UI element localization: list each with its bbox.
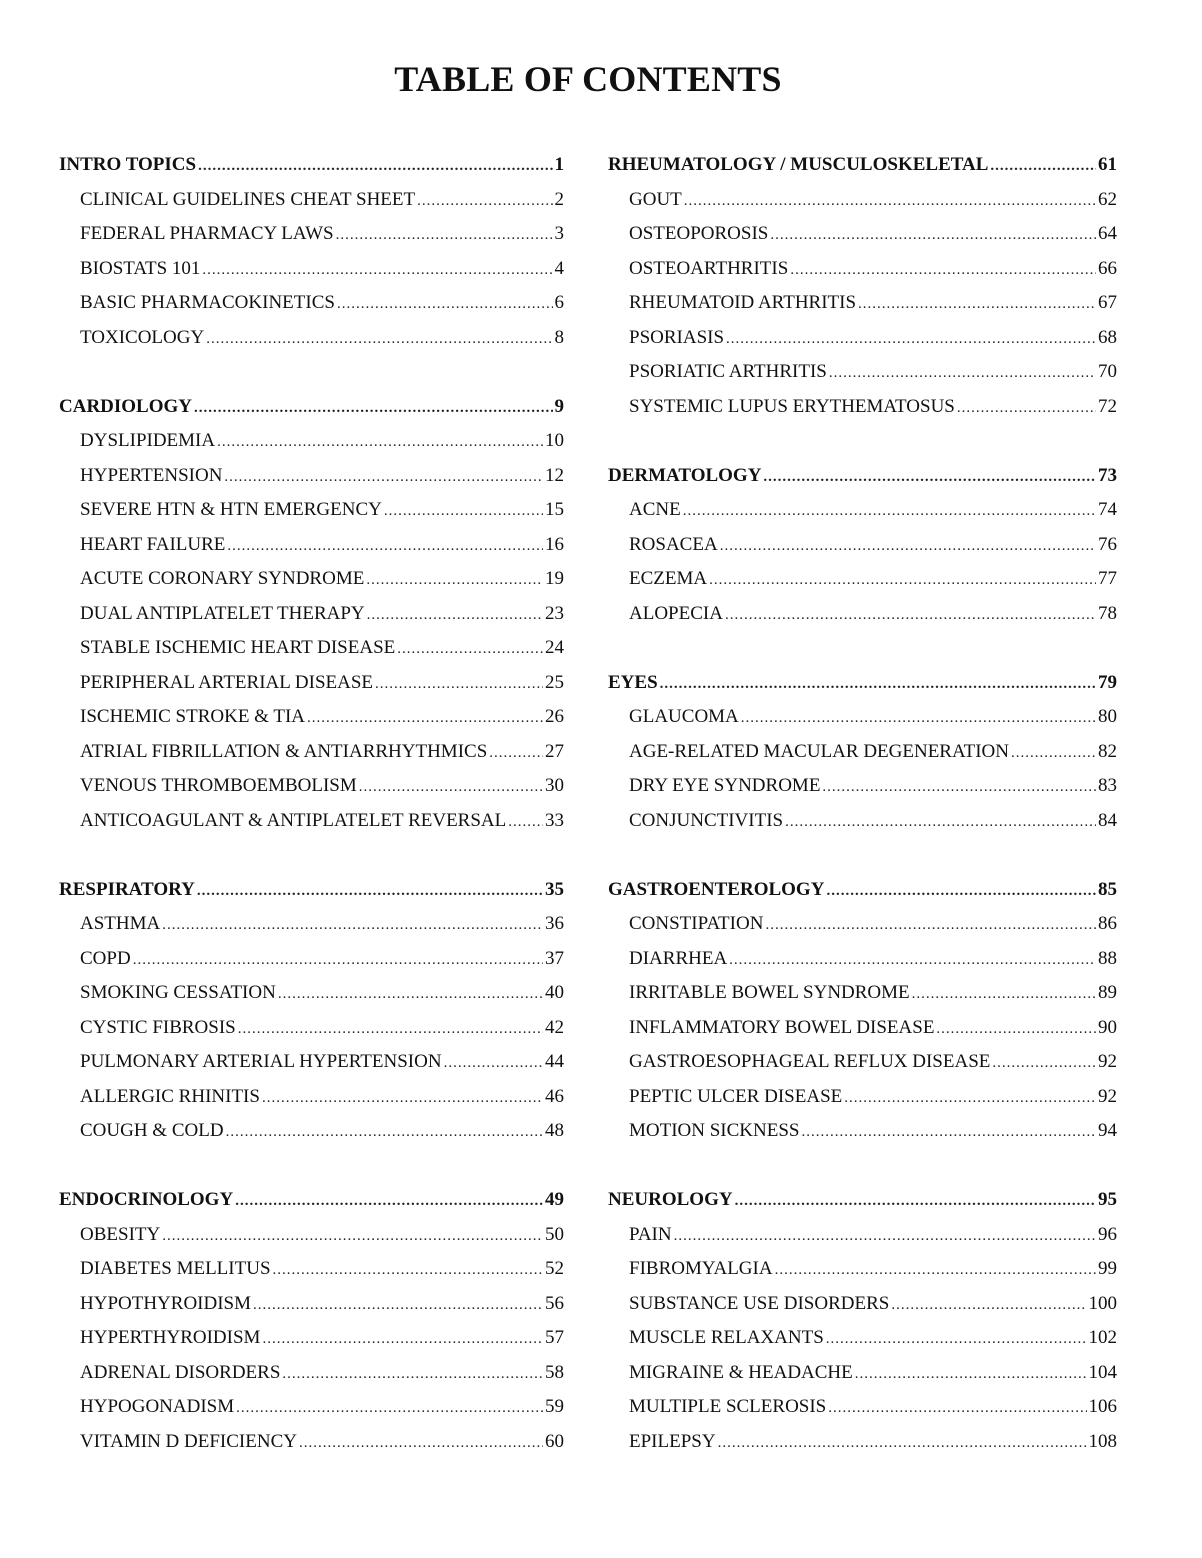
toc-entry-label: DIABETES MELLITUS <box>80 1258 271 1279</box>
toc-entry-label: PEPTIC ULCER DISEASE <box>629 1085 843 1107</box>
toc-entry[interactable] <box>608 1252 1117 1287</box>
toc-page-number: 37 <box>545 947 564 969</box>
toc-entry[interactable] <box>59 976 564 1011</box>
toc-entry[interactable] <box>59 700 564 735</box>
dot-leader <box>444 1046 543 1081</box>
toc-heading-label: RESPIRATORY <box>59 878 195 900</box>
toc-entry-label: DRY EYE SYNDROME <box>629 775 821 796</box>
dot-leader <box>790 253 1096 288</box>
toc-heading-label: GASTROENTEROLOGY <box>608 878 825 900</box>
toc-page-number: 104 <box>1088 1361 1117 1383</box>
toc-page-number: 78 <box>1098 602 1117 624</box>
toc-entry-label: GLAUCOMA <box>629 706 739 727</box>
toc-page-number: 1 <box>554 154 564 175</box>
toc-entry-label: INFLAMMATORY BOWEL DISEASE <box>629 1016 935 1038</box>
toc-entry-label: ISCHEMIC STROKE & TIA <box>80 706 306 727</box>
dot-leader <box>802 1115 1097 1150</box>
toc-page-number: 6 <box>554 292 564 313</box>
toc-entry-label: RHEUMATOID ARTHRITIS <box>629 292 857 313</box>
toc-page-number: 67 <box>1098 292 1117 313</box>
dot-leader <box>384 494 543 529</box>
toc-entry[interactable] <box>59 1287 564 1322</box>
toc-entry-label: HYPERTHYROIDISM <box>80 1327 261 1348</box>
toc-section <box>608 873 1117 1149</box>
toc-page-number: 86 <box>1098 913 1117 934</box>
dot-leader <box>417 184 552 219</box>
toc-entry[interactable] <box>59 769 564 804</box>
toc-page-number: 76 <box>1098 533 1117 555</box>
toc-page-number: 49 <box>545 1189 564 1210</box>
toc-entry-label: ATRIAL FIBRILLATION & ANTIARRHYTHMICS <box>80 740 488 762</box>
dot-leader <box>217 425 543 460</box>
toc-page-number: 58 <box>545 1361 564 1383</box>
toc-entry[interactable] <box>59 907 564 942</box>
dot-leader <box>197 874 543 909</box>
toc-entry-label: COUGH & COLD <box>80 1120 224 1141</box>
toc-entry-label: SUBSTANCE USE DISORDERS <box>629 1292 890 1314</box>
toc-entry[interactable] <box>608 1321 1117 1356</box>
dot-leader <box>775 1253 1096 1288</box>
dot-leader <box>718 1426 1087 1461</box>
toc-section-heading[interactable] <box>59 148 564 183</box>
toc-entry-label: ALOPECIA <box>629 602 723 624</box>
toc-entry-label: ACNE <box>629 499 681 520</box>
toc-entry-label: HEART FAILURE <box>80 533 226 555</box>
toc-entry[interactable] <box>59 1390 564 1425</box>
toc-page-number: 8 <box>554 326 564 348</box>
toc-entry[interactable] <box>608 183 1117 218</box>
toc-entry[interactable] <box>608 1011 1117 1046</box>
toc-page-number: 77 <box>1098 568 1117 589</box>
toc-entry-label: FEDERAL PHARMACY LAWS <box>80 223 334 244</box>
toc-entry[interactable] <box>608 804 1117 839</box>
toc-entry-label: SEVERE HTN & HTN EMERGENCY <box>80 499 382 520</box>
dot-leader <box>765 908 1096 943</box>
dot-leader <box>936 1012 1096 1047</box>
toc-section-heading[interactable] <box>608 666 1117 701</box>
toc-page-number: 100 <box>1088 1292 1117 1314</box>
toc-entry-label: PULMONARY ARTERIAL HYPERTENSION <box>80 1051 442 1072</box>
toc-section <box>59 873 564 1149</box>
dot-leader <box>1011 736 1096 771</box>
toc-entry[interactable] <box>59 183 564 218</box>
toc-page-number: 68 <box>1098 326 1117 348</box>
toc-entry[interactable] <box>59 286 564 321</box>
toc-section-heading[interactable] <box>608 873 1117 908</box>
toc-entry[interactable] <box>608 735 1117 770</box>
dot-leader <box>194 391 552 426</box>
toc-entry-label: MUSCLE RELAXANTS <box>629 1327 824 1348</box>
toc-page-number: 19 <box>545 568 564 589</box>
dot-leader <box>990 149 1096 184</box>
toc-page-number: 73 <box>1098 464 1117 486</box>
toc-page-number: 52 <box>545 1258 564 1279</box>
toc-entry[interactable] <box>608 907 1117 942</box>
toc-entry-label: GASTROESOPHAGEAL REFLUX DISEASE <box>629 1051 991 1072</box>
toc-entry-label: VENOUS THROMBOEMBOLISM <box>80 775 357 796</box>
dot-leader <box>829 356 1096 391</box>
dot-leader <box>133 943 543 978</box>
toc-page-number: 50 <box>545 1223 564 1245</box>
toc-entry[interactable] <box>59 424 564 459</box>
dot-leader <box>844 1081 1096 1116</box>
toc-entry[interactable] <box>608 1287 1117 1322</box>
toc-section-heading[interactable] <box>608 459 1117 494</box>
toc-entry-label: COPD <box>80 947 131 969</box>
dot-leader <box>226 1115 543 1150</box>
toc-page-number: 88 <box>1098 947 1117 969</box>
toc-entry-label: SYSTEMIC LUPUS ERYTHEMATOSUS <box>629 395 955 417</box>
toc-entry[interactable] <box>608 355 1117 390</box>
dot-leader <box>826 874 1096 909</box>
toc-page-number: 64 <box>1098 223 1117 244</box>
toc-entry-label: OSTEOPOROSIS <box>629 223 769 244</box>
toc-page-number: 40 <box>545 982 564 1003</box>
toc-page-number: 15 <box>545 499 564 520</box>
page-title: TABLE OF CONTENTS <box>394 59 782 99</box>
toc-entry[interactable] <box>59 1425 564 1460</box>
toc-section-heading[interactable] <box>608 148 1117 183</box>
toc-page-number: 42 <box>545 1016 564 1038</box>
dot-leader <box>828 1391 1086 1426</box>
toc-entry[interactable] <box>608 976 1117 1011</box>
toc-entry[interactable] <box>59 459 564 494</box>
dot-leader <box>273 1253 543 1288</box>
dot-leader <box>367 598 543 633</box>
toc-entry-label: OBESITY <box>80 1223 161 1245</box>
toc-entry-label: CLINICAL GUIDELINES CHEAT SHEET <box>80 188 416 210</box>
dot-leader <box>278 977 543 1012</box>
dot-leader <box>299 1426 543 1461</box>
toc-entry-label: MOTION SICKNESS <box>629 1120 800 1141</box>
dot-leader <box>162 1219 543 1254</box>
toc-entry-label: ROSACEA <box>629 533 718 555</box>
toc-entry[interactable] <box>608 252 1117 287</box>
dot-leader <box>508 805 543 840</box>
toc-page-number: 108 <box>1088 1430 1117 1452</box>
toc-entry[interactable] <box>608 286 1117 321</box>
toc-entry-label: PSORIATIC ARTHRITIS <box>629 361 827 382</box>
toc-page-number: 4 <box>554 257 564 279</box>
toc-entry-label: CONJUNCTIVITIS <box>629 809 784 831</box>
toc-section <box>59 1183 564 1459</box>
toc-page-number: 92 <box>1098 1051 1117 1072</box>
toc-entry[interactable] <box>59 493 564 528</box>
toc-entry[interactable] <box>608 1114 1117 1149</box>
toc-entry-label: ASTHMA <box>80 913 161 934</box>
toc-entry[interactable] <box>59 1321 564 1356</box>
toc-entry[interactable] <box>608 1080 1117 1115</box>
dot-leader <box>912 977 1096 1012</box>
toc-entry-label: STABLE ISCHEMIC HEART DISEASE <box>80 637 396 658</box>
dot-leader <box>337 287 553 322</box>
toc-left-column <box>59 148 564 1494</box>
toc-heading-label: NEUROLOGY <box>608 1189 733 1210</box>
toc-page-number: 106 <box>1088 1396 1117 1417</box>
toc-page-number: 94 <box>1098 1120 1117 1141</box>
toc-page-number: 36 <box>545 913 564 934</box>
toc-page-number: 46 <box>545 1085 564 1107</box>
toc-entry[interactable] <box>59 1045 564 1080</box>
dot-leader <box>162 908 543 943</box>
toc-entry-label: CONSTIPATION <box>629 913 764 934</box>
toc-entry[interactable] <box>608 528 1117 563</box>
toc-entry-label: GOUT <box>629 188 682 210</box>
toc-page-number: 2 <box>554 188 564 210</box>
toc-right-column <box>608 148 1117 1494</box>
toc-entry[interactable] <box>59 1080 564 1115</box>
toc-entry-label: DUAL ANTIPLATELET THERAPY <box>80 602 365 624</box>
toc-page-number: 59 <box>545 1396 564 1417</box>
toc-entry-label: DYSLIPIDEMIA <box>80 430 216 451</box>
dot-leader <box>198 149 552 184</box>
toc-entry[interactable] <box>59 735 564 770</box>
dot-leader <box>202 253 552 288</box>
toc-section-heading[interactable] <box>608 1183 1117 1218</box>
toc-entry-label: IRRITABLE BOWEL SYNDROME <box>629 982 910 1003</box>
toc-entry[interactable] <box>608 390 1117 425</box>
toc-page-number: 80 <box>1098 706 1117 727</box>
toc-heading-label: CARDIOLOGY <box>59 395 193 417</box>
toc-entry[interactable] <box>608 597 1117 632</box>
toc-heading-label: ENDOCRINOLOGY <box>59 1189 234 1210</box>
toc-entry-label: ANTICOAGULANT & ANTIPLATELET REVERSAL <box>80 809 507 831</box>
dot-leader <box>741 701 1096 736</box>
toc-entry-label: ACUTE CORONARY SYNDROME <box>80 568 365 589</box>
toc-entry-label: OSTEOARTHRITIS <box>629 257 789 279</box>
toc-entry-label: PERIPHERAL ARTERIAL DISEASE <box>80 671 374 693</box>
toc-entry[interactable] <box>608 1425 1117 1460</box>
toc-page-number: 57 <box>545 1327 564 1348</box>
toc-page-number: 33 <box>545 809 564 831</box>
dot-leader <box>336 218 553 253</box>
dot-leader <box>366 563 543 598</box>
toc-heading-label: INTRO TOPICS <box>59 154 197 175</box>
dot-leader <box>720 529 1096 564</box>
toc-page-number: 96 <box>1098 1223 1117 1245</box>
toc-entry[interactable] <box>59 666 564 701</box>
toc-page-number: 85 <box>1098 878 1117 900</box>
dot-leader <box>855 1357 1087 1392</box>
toc-page-number: 92 <box>1098 1085 1117 1107</box>
toc-section <box>608 666 1117 839</box>
toc-entry[interactable] <box>59 631 564 666</box>
toc-entry-label: HYPOGONADISM <box>80 1396 235 1417</box>
toc-page-number: 95 <box>1098 1189 1117 1210</box>
toc-entry-label: DIARRHEA <box>629 947 728 969</box>
dot-leader <box>262 1322 543 1357</box>
toc-page-number: 10 <box>545 430 564 451</box>
toc-entry[interactable] <box>59 1114 564 1149</box>
toc-page-number: 48 <box>545 1120 564 1141</box>
toc-page-number: 25 <box>545 671 564 693</box>
toc-section-heading[interactable] <box>59 390 564 425</box>
dot-leader <box>684 184 1096 219</box>
toc-page-number: 74 <box>1098 499 1117 520</box>
toc-entry-label: HYPOTHYROIDISM <box>80 1292 252 1314</box>
toc-entry[interactable] <box>608 217 1117 252</box>
toc-page-number: 102 <box>1088 1327 1117 1348</box>
dot-leader <box>725 598 1096 633</box>
toc-entry-label: AGE-RELATED MACULAR DEGENERATION <box>629 740 1009 762</box>
dot-leader <box>397 632 543 667</box>
toc-entry[interactable] <box>608 942 1117 977</box>
toc-page-number: 66 <box>1098 257 1117 279</box>
dot-leader <box>763 460 1096 495</box>
toc-page-number: 9 <box>554 395 564 417</box>
dot-leader <box>674 1219 1096 1254</box>
dot-leader <box>307 701 543 736</box>
toc-entry[interactable] <box>608 493 1117 528</box>
toc-section <box>608 1183 1117 1459</box>
toc-entry[interactable] <box>608 562 1117 597</box>
toc-page-number: 82 <box>1098 740 1117 762</box>
toc-entry-label: EPILEPSY <box>629 1430 716 1452</box>
toc-page-number: 35 <box>545 878 564 900</box>
toc-page-number: 44 <box>545 1051 564 1072</box>
toc-entry-label: HYPERTENSION <box>80 464 223 486</box>
toc-entry[interactable] <box>608 1045 1117 1080</box>
toc-page-number: 99 <box>1098 1258 1117 1279</box>
toc-entry[interactable] <box>59 1218 564 1253</box>
toc-page-number: 61 <box>1098 154 1117 175</box>
dot-leader <box>785 805 1096 840</box>
toc-page-number: 23 <box>545 602 564 624</box>
toc-heading-label: EYES <box>608 671 658 693</box>
dot-leader <box>891 1288 1086 1323</box>
toc-page-number: 84 <box>1098 809 1117 831</box>
toc-page-number: 3 <box>554 223 564 244</box>
toc-entry[interactable] <box>59 804 564 839</box>
toc-entry-label: ECZEMA <box>629 568 708 589</box>
toc-heading-label: DERMATOLOGY <box>608 464 762 486</box>
dot-leader <box>822 770 1096 805</box>
dot-leader <box>238 1012 543 1047</box>
dot-leader <box>235 1184 543 1219</box>
toc-section <box>608 148 1117 424</box>
dot-leader <box>957 391 1096 426</box>
dot-leader <box>236 1391 543 1426</box>
toc-page-number: 56 <box>545 1292 564 1314</box>
dot-leader <box>262 1081 543 1116</box>
toc-page-number: 89 <box>1098 982 1117 1003</box>
toc-page-number: 72 <box>1098 395 1117 417</box>
toc-page-number: 70 <box>1098 361 1117 382</box>
dot-leader <box>709 563 1096 598</box>
dot-leader <box>729 943 1096 978</box>
dot-leader <box>770 218 1096 253</box>
dot-leader <box>359 770 543 805</box>
dot-leader <box>224 460 543 495</box>
dot-leader <box>282 1357 543 1392</box>
toc-entry[interactable] <box>608 1390 1117 1425</box>
toc-entry[interactable] <box>608 1356 1117 1391</box>
toc-heading-label: RHEUMATOLOGY / MUSCULOSKELETAL <box>608 154 989 175</box>
dot-leader <box>726 322 1096 357</box>
toc-entry[interactable] <box>59 252 564 287</box>
dot-leader <box>375 667 543 702</box>
toc-entry-label: SMOKING CESSATION <box>80 982 276 1003</box>
toc-entry[interactable] <box>608 1218 1117 1253</box>
toc-entry-label: MIGRAINE & HEADACHE <box>629 1361 853 1383</box>
toc-page-number: 60 <box>545 1430 564 1452</box>
toc-entry-label: PSORIASIS <box>629 326 725 348</box>
toc-entry-label: TOXICOLOGY <box>80 326 205 348</box>
toc-page-number: 62 <box>1098 188 1117 210</box>
toc-entry[interactable] <box>59 1356 564 1391</box>
dot-leader <box>206 322 552 357</box>
toc-page-number: 90 <box>1098 1016 1117 1038</box>
toc-section <box>59 390 564 839</box>
toc-section <box>608 459 1117 632</box>
toc-entry[interactable] <box>608 700 1117 735</box>
dot-leader <box>227 529 543 564</box>
toc-entry-label: VITAMIN D DEFICIENCY <box>80 1430 297 1452</box>
toc-entry[interactable] <box>608 321 1117 356</box>
dot-leader <box>735 1184 1096 1219</box>
dot-leader <box>253 1288 543 1323</box>
toc-entry-label: BASIC PHARMACOKINETICS <box>80 292 335 313</box>
toc-page-number: 26 <box>545 706 564 727</box>
toc-page-number: 83 <box>1098 775 1117 796</box>
toc-entry-label: ALLERGIC RHINITIS <box>80 1085 260 1107</box>
toc-entry[interactable] <box>59 217 564 252</box>
toc-entry[interactable] <box>59 321 564 356</box>
toc-section-heading[interactable] <box>59 1183 564 1218</box>
toc-entry[interactable] <box>59 528 564 563</box>
toc-page-number: 16 <box>545 533 564 555</box>
toc-entry[interactable] <box>59 1011 564 1046</box>
toc-page-number: 12 <box>545 464 564 486</box>
dot-leader <box>683 494 1096 529</box>
toc-page-number: 27 <box>545 740 564 762</box>
toc-entry-label: PAIN <box>629 1223 672 1245</box>
toc-entry[interactable] <box>59 562 564 597</box>
toc-entry-label: BIOSTATS 101 <box>80 257 201 279</box>
toc-page-number: 79 <box>1098 671 1117 693</box>
dot-leader <box>992 1046 1096 1081</box>
toc-entry-label: FIBROMYALGIA <box>629 1258 773 1279</box>
toc-entry-label: ADRENAL DISORDERS <box>80 1361 281 1383</box>
toc-entry[interactable] <box>59 597 564 632</box>
toc-page-number: 24 <box>545 637 564 658</box>
toc-entry[interactable] <box>59 942 564 977</box>
toc-section-heading[interactable] <box>59 873 564 908</box>
dot-leader <box>489 736 543 771</box>
toc-page-number: 30 <box>545 775 564 796</box>
toc-entry-label: CYSTIC FIBROSIS <box>80 1016 236 1038</box>
dot-leader <box>826 1322 1087 1357</box>
dot-leader <box>660 667 1096 702</box>
dot-leader <box>858 287 1096 322</box>
toc-entry[interactable] <box>608 769 1117 804</box>
toc-entry[interactable] <box>59 1252 564 1287</box>
toc-entry-label: MULTIPLE SCLEROSIS <box>629 1396 827 1417</box>
toc-section <box>59 148 564 355</box>
